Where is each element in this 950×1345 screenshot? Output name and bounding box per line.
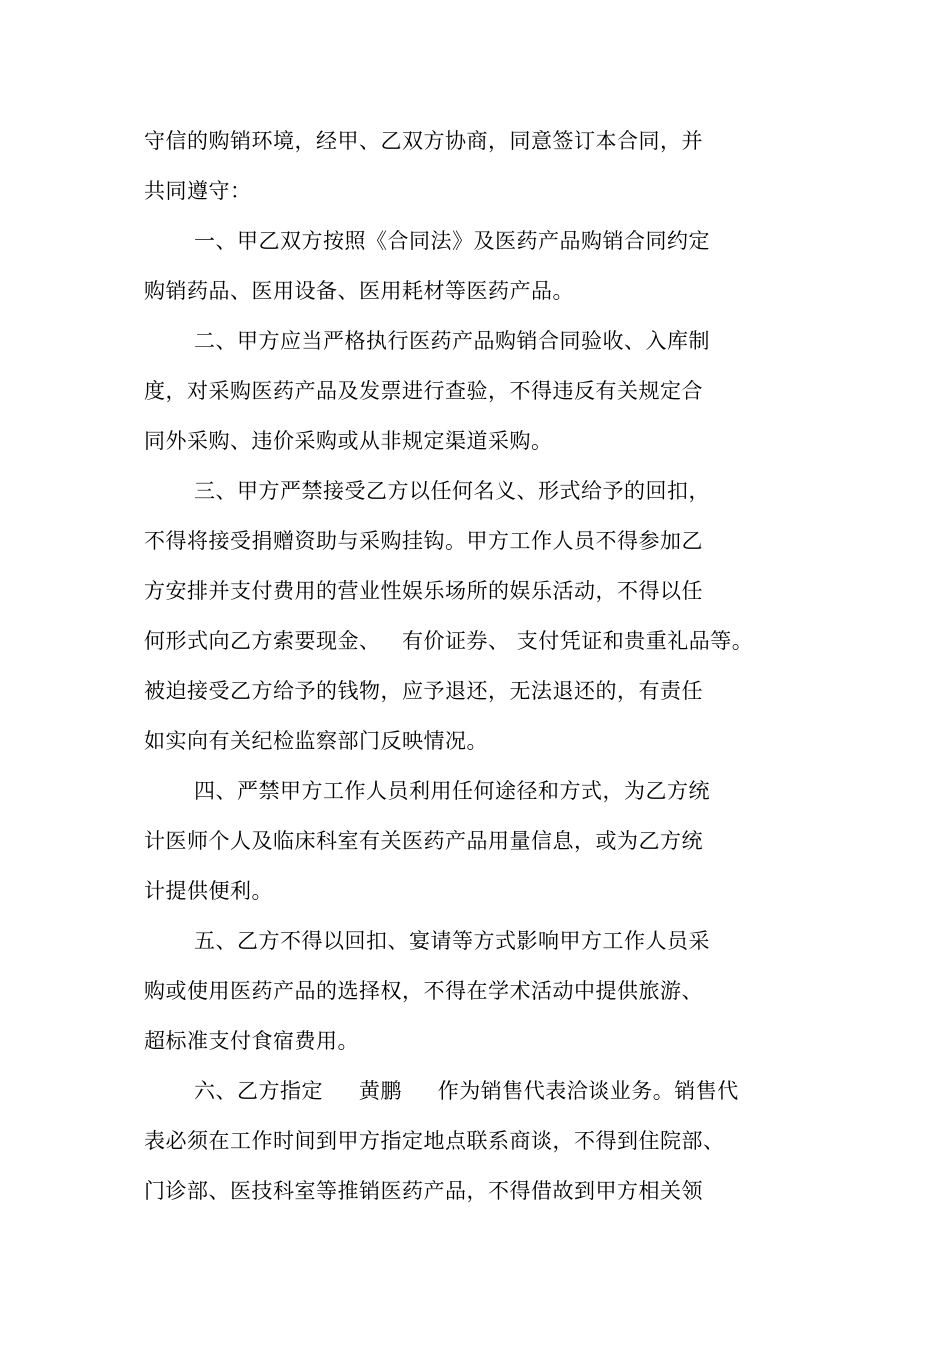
text-line: 计医师个人及临床科室有关医药产品用量信息，或为乙方统 [144, 829, 703, 853]
text-line: 同外采购、违价采购或从非规定渠道采购。 [144, 429, 553, 453]
text-line: 计提供便利。 [144, 879, 273, 903]
text-line: 不得将接受捐赠资助与采购挂钩。甲方工作人员不得参加乙 [144, 529, 703, 553]
text-line: 购销药品、医用设备、医用耗材等医药产品。 [144, 279, 574, 303]
text-line: 门诊部、医技科室等推销医药产品，不得借故到甲方相关领 [144, 1179, 703, 1203]
text-line: 超标准支付食宿费用。 [144, 1029, 359, 1053]
text-line: 购或使用医药产品的选择权，不得在学术活动中提供旅游、 [144, 979, 703, 1003]
text-line: 被迫接受乙方给予的钱物，应予退还，无法退还的，有责任 [144, 679, 703, 703]
paragraph-3-start: 三、甲方严禁接受乙方以任何名义、形式给予的回扣， [194, 479, 710, 503]
paragraph-2-start: 二、甲方应当严格执行医药产品购销合同验收、入库制 [194, 329, 710, 353]
paragraph-4-start: 四、严禁甲方工作人员利用任何途径和方式，为乙方统 [194, 779, 710, 803]
text-line: 度，对采购医药产品及发票进行查验，不得违反有关规定合 [144, 379, 703, 403]
text-line: 表必须在工作时间到甲方指定地点联系商谈，不得到住院部、 [144, 1129, 725, 1153]
text-line: 方安排并支付费用的营业性娱乐场所的娱乐活动，不得以任 [144, 579, 703, 603]
text-line: 何形式向乙方索要现金、 有价证券、 支付凭证和贵重礼品等。 [144, 629, 754, 653]
text-line: 如实向有关纪检监察部门反映情况。 [144, 729, 488, 753]
paragraph-5-start: 五、乙方不得以回扣、宴请等方式影响甲方工作人员采 [194, 929, 710, 953]
text-line: 守信的购销环境，经甲、乙双方协商，同意签订本合同，并 [144, 129, 703, 153]
paragraph-6-start: 六、乙方指定 黄鹏 作为销售代表洽谈业务。销售代 [194, 1079, 739, 1103]
text-line: 共同遵守： [144, 179, 252, 203]
paragraph-1-start: 一、甲乙双方按照《合同法》及医药产品购销合同约定 [194, 229, 710, 253]
